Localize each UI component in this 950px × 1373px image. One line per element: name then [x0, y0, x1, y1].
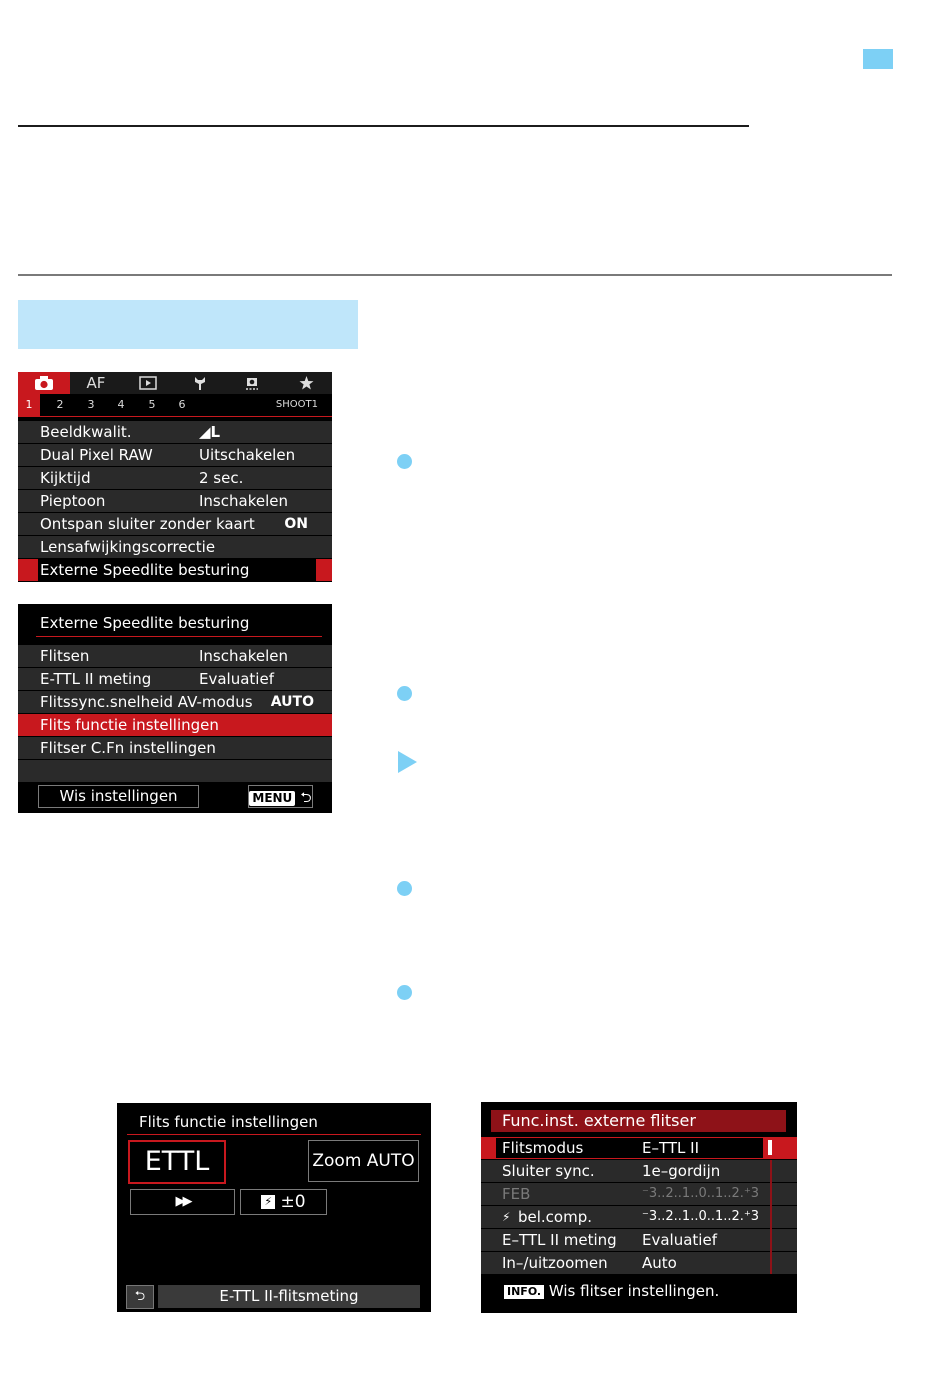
menu-row-value: Uitschakelen — [199, 446, 296, 464]
tab-playback[interactable] — [122, 372, 174, 394]
setting-value: 1e–gordijn — [642, 1162, 721, 1180]
info-badge: INFO. — [504, 1285, 544, 1299]
setting-label: bel.comp. — [518, 1208, 593, 1226]
external-flash-settings-screen — [481, 1102, 797, 1313]
function-description: E-TTL II-flitsmeting — [219, 1287, 359, 1305]
menu-row-release-without-card[interactable] — [18, 513, 332, 535]
speedlite-control-screen — [18, 604, 332, 813]
section-heading-band — [18, 300, 358, 349]
menu-divider — [18, 416, 332, 417]
star-icon — [299, 376, 314, 390]
menu-row-empty — [18, 760, 332, 782]
scrollbar-thumb[interactable] — [768, 1140, 772, 1155]
scrollbar-track[interactable] — [770, 1160, 772, 1274]
menu-row-external-speedlite[interactable] — [18, 559, 332, 581]
subtab-6[interactable]: 6 — [178, 398, 186, 411]
setting-label: E–TTL II meting — [502, 1231, 617, 1249]
subtab-1[interactable]: 1 — [18, 394, 40, 416]
menu-row-label: Flitssync.snelheid AV-modus — [40, 693, 253, 711]
menu-row-label: Flitsen — [40, 647, 90, 665]
shooting-menu-screen — [18, 372, 332, 582]
setting-value: ⁻3..2..1..0..1..2.⁺3 — [642, 1209, 760, 1224]
setting-value: ⁻3..2..1..0..1..2.⁺3 — [642, 1186, 760, 1201]
setting-row-ettl-metering[interactable] — [481, 1229, 797, 1251]
setting-value: E–TTL II — [642, 1139, 700, 1157]
menu-row-flash-function-settings[interactable] — [18, 714, 332, 736]
menu-tab-bar — [18, 372, 332, 394]
menu-row-beep[interactable] — [18, 490, 332, 512]
menu-row-label: Flitser C.Fn instellingen — [40, 739, 216, 757]
tab-af[interactable]: AF — [86, 374, 106, 392]
title-underline — [36, 636, 322, 637]
screen-title: Func.inst. externe flitser — [502, 1111, 696, 1130]
setting-row-flash-exposure-comp[interactable] — [481, 1206, 797, 1228]
subtab-3[interactable]: 3 — [87, 398, 95, 411]
setting-row-flash-mode[interactable] — [481, 1137, 797, 1159]
menu-row-flash-firing[interactable] — [18, 645, 332, 667]
back-button[interactable] — [126, 1285, 154, 1309]
info-text: Wis flitser instellingen. — [548, 1282, 720, 1300]
menu-row-review-time[interactable] — [18, 467, 332, 489]
result-arrow-icon — [398, 751, 417, 773]
menu-page-label: SHOOT1 — [275, 399, 318, 410]
setting-value: Auto — [642, 1254, 677, 1272]
info-hint — [504, 1282, 719, 1300]
step-bullet-4 — [397, 985, 412, 1000]
flash-exposure-comp-value: ±0 — [280, 1192, 306, 1212]
menu-row-label: E-TTL II meting — [40, 670, 152, 688]
menu-row-value: Evaluatief — [199, 670, 274, 688]
setting-label: In–/uitzoomen — [502, 1254, 608, 1272]
menu-row-label: Externe Speedlite besturing — [40, 561, 250, 579]
subtab-5[interactable]: 5 — [148, 398, 156, 411]
menu-row-label: Lensafwijkingscorrectie — [40, 538, 216, 556]
tab-custom-functions[interactable] — [226, 372, 278, 394]
sync-mode-button[interactable] — [130, 1189, 235, 1215]
subtab-2[interactable]: 2 — [56, 398, 64, 411]
custom-functions-icon — [244, 376, 260, 391]
screen-title: Flits functie instellingen — [139, 1113, 318, 1131]
menu-row-image-quality[interactable] — [18, 421, 332, 443]
menu-row-dual-pixel-raw[interactable] — [18, 444, 332, 466]
step-bullet-3 — [397, 881, 412, 896]
back-arrow-icon: ⮌ — [134, 1289, 146, 1304]
flash-mode-button[interactable] — [128, 1140, 226, 1184]
clear-settings-label: Wis instellingen — [59, 787, 178, 805]
camera-icon — [34, 376, 54, 391]
menu-row-label: Beeldkwalit. — [40, 423, 132, 441]
subtab-4[interactable]: 4 — [117, 398, 125, 411]
play-icon — [139, 376, 157, 390]
menu-row-label: Flits functie instellingen — [40, 716, 219, 734]
wrench-icon — [193, 376, 207, 391]
clear-settings-button[interactable] — [38, 785, 199, 808]
menu-row-label: Ontspan sluiter zonder kaart — [40, 515, 255, 533]
section-tab-marker — [863, 49, 893, 69]
menu-row-value: ON — [284, 516, 308, 532]
flash-function-screen — [117, 1103, 431, 1312]
step-bullet-1 — [397, 454, 412, 469]
setting-label: Flitsmodus — [502, 1139, 584, 1157]
zoom-value: Zoom AUTO — [312, 1151, 415, 1171]
menu-row-ettl-metering[interactable] — [18, 668, 332, 690]
image-quality-icon: ◢L — [199, 423, 221, 441]
tab-my-menu[interactable] — [280, 372, 332, 394]
zoom-button[interactable] — [308, 1140, 419, 1182]
tab-setup[interactable] — [174, 372, 226, 394]
screen-title-bar — [491, 1110, 786, 1132]
menu-row-value: AUTO — [270, 694, 314, 710]
menu-row-label: Kijktijd — [40, 469, 91, 487]
setting-label: FEB — [502, 1185, 531, 1203]
setting-row-feb — [481, 1183, 797, 1205]
screen-title: Externe Speedlite besturing — [40, 614, 250, 632]
sync-mode-icon: ▶▶ — [175, 1194, 190, 1209]
step-bullet-2 — [397, 686, 412, 701]
menu-row-value: Inschakelen — [199, 492, 288, 510]
flash-comp-icon: ⚡ — [502, 1210, 511, 1224]
menu-row-label: Dual Pixel RAW — [40, 446, 153, 464]
menu-row-value: Inschakelen — [199, 647, 288, 665]
title-underline — [127, 1134, 421, 1135]
function-description-bar — [158, 1285, 420, 1308]
menu-subtab-bar — [18, 394, 332, 416]
menu-row-label: Pieptoon — [40, 492, 106, 510]
menu-row-flash-sync-av[interactable] — [18, 691, 332, 713]
setting-row-shutter-sync[interactable] — [481, 1160, 797, 1182]
flash-exposure-comp-button[interactable] — [240, 1189, 327, 1215]
menu-back-button[interactable] — [248, 785, 313, 808]
flash-mode-value: ETTL — [144, 1146, 210, 1177]
setting-row-zoom[interactable] — [481, 1252, 797, 1274]
menu-row-value: 2 sec. — [199, 469, 244, 487]
title-rule — [18, 125, 749, 127]
menu-row-flash-cfn[interactable] — [18, 737, 332, 759]
flash-exposure-comp-icon: ⚡ — [261, 1195, 275, 1209]
setting-label: Sluiter sync. — [502, 1162, 595, 1180]
menu-badge: MENU — [249, 791, 295, 806]
setting-value: Evaluatief — [642, 1231, 717, 1249]
tab-shooting[interactable] — [18, 372, 70, 394]
menu-row-lens-correction[interactable] — [18, 536, 332, 558]
section-rule — [18, 274, 892, 276]
back-arrow-icon: ⮌ — [300, 790, 312, 806]
